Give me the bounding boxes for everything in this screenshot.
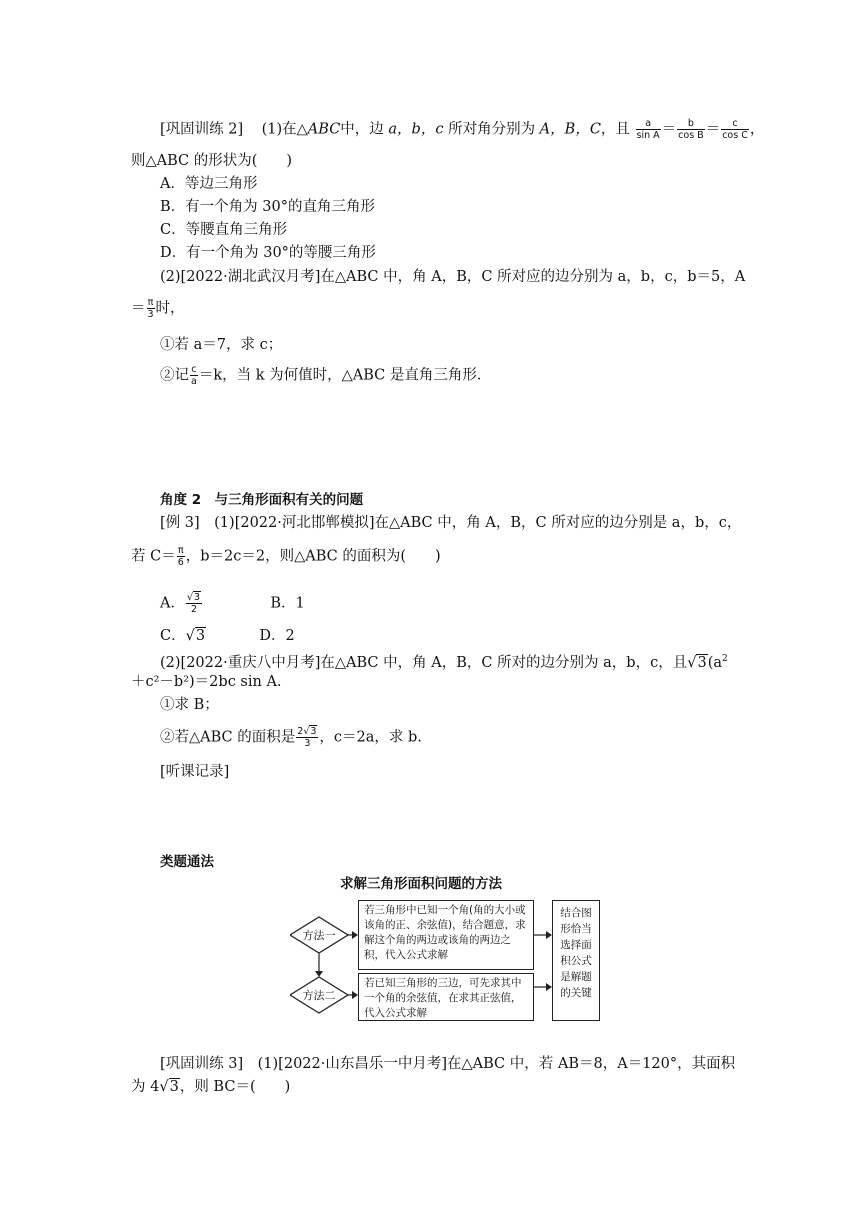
practice2-line1: [巩固训练 2] (1)在△ABC中，边 a，b，c 所对角分别为 A，B，C，且 $\frac{a}{\text{sin A}}$ ＝ $\frac{b}{\text{cos B}}$ ＝ $\frac{c}{\text{cos C}}$ ，: [160, 118, 765, 141]
fraction: [177, 545, 185, 568]
text-run: 为 4: [131, 1079, 160, 1095]
text-run: (a: [707, 654, 723, 671]
method1-box: [358, 900, 534, 970]
text-run: ＝k，当 k 为何值时，△ABC 是直角三角形．: [198, 367, 492, 384]
q2-line2: [131, 297, 185, 320]
ex3-q2-line2: ＋c²－b²)＝2bc sin A.: [131, 674, 282, 690]
numerator: a: [636, 118, 661, 130]
radicand: 3: [169, 1079, 179, 1095]
method2-text: 若已知三角形的三边，可先求其中一个角的余弦值，在求其正弦值，代入公式求解: [364, 977, 522, 1019]
fraction: [190, 364, 198, 387]
numerator: b: [677, 118, 705, 130]
practice2-label: [巩固训练 2]: [160, 121, 244, 138]
result-text: 结合图形恰当选择面积公式是解题的关键: [560, 907, 592, 999]
text-run: D．2: [259, 628, 295, 644]
text-run: 所对角分别为: [448, 121, 536, 138]
ex3-option-cd: C．√3 D．2: [160, 628, 295, 644]
fraction: [721, 118, 749, 141]
ex3-sub1: ①求 B；: [160, 697, 219, 713]
method1-label: 方法一: [302, 929, 336, 942]
text-run: ＝: [131, 300, 146, 317]
diagram-title: 求解三角形面积问题的方法: [340, 876, 502, 892]
lecture-notes-label: [听课记录]: [160, 764, 230, 780]
text-run: A．: [160, 595, 185, 612]
text-run: (2)[2022·重庆八中月考]在△ABC 中，角 A，B，C 所对的边分别为 a，b，c，且: [160, 654, 688, 671]
denominator: sin A: [636, 130, 660, 141]
numerator: π: [147, 297, 154, 308]
denominator: cos C: [722, 130, 748, 141]
numerator: π: [177, 545, 184, 556]
ex3-q2-line1: (2)[2022·重庆八中月考]在△ABC 中，角 A，B，C 所对的边分别为 a，b，c，且$√3(a^2$: [160, 654, 728, 671]
option-c: C．等腰直角三角形: [160, 222, 288, 238]
radicand: 3: [697, 654, 707, 671]
arrowhead: [315, 971, 323, 977]
text-run: a，b，c: [383, 121, 449, 138]
fraction: [147, 297, 155, 320]
text-run: ，且: [600, 121, 630, 138]
fraction: [186, 592, 202, 615]
text-run: C．: [160, 628, 186, 644]
numerator: c: [721, 118, 749, 130]
radicand: 3: [195, 628, 206, 644]
text-run: B．1: [270, 595, 305, 612]
option-d: D．有一个角为 30°的等腰三角形: [160, 245, 376, 261]
ex3-line1: [例 3] (1)[2022·河北邯郸模拟]在△ABC 中，角 A，B，C 所对应的边分别是 a，b，c，: [160, 515, 742, 531]
q2-sub2: [160, 364, 491, 387]
fraction: [636, 118, 661, 141]
option-b: B．有一个角为 30°的直角三角形: [160, 199, 375, 215]
text-run: A，B，C: [535, 121, 601, 138]
text-run: (1)在△: [261, 121, 308, 138]
q2-sub1: ①若 a＝7，求 c；: [160, 337, 283, 353]
denominator: a: [191, 376, 197, 387]
angle2-heading: 角度 2 与三角形面积有关的问题: [160, 492, 364, 508]
denominator: 2: [191, 604, 198, 615]
text-run: 中，边: [340, 121, 384, 138]
denominator: 3: [147, 309, 154, 320]
practice3-line2: 为 4√3，则 BC＝( ): [131, 1079, 291, 1095]
numerator: c: [191, 364, 197, 375]
text-run: 时，: [155, 300, 185, 317]
text-run: ，则 BC＝( ): [179, 1079, 291, 1095]
option-a: A．等边三角形: [160, 176, 258, 192]
practice3-line1: [巩固训练 3] (1)[2022·山东昌乐一中月考]在△ABC 中，若 AB＝8，A＝120°，其面积: [160, 1056, 736, 1072]
denominator: cos B: [678, 130, 704, 141]
ex3-option-ab: [160, 592, 305, 615]
practice2-line2: 则△ABC 的形状为( ): [131, 153, 293, 169]
numerator: √3: [186, 592, 201, 603]
method2-label: 方法二: [302, 989, 336, 1002]
text-run: ，b＝2c＝2，则△ABC 的面积为( ): [185, 548, 441, 565]
fraction: [677, 118, 705, 141]
text-run: ②记: [160, 367, 189, 384]
method1-text: 若三角形中已知一个角(角的大小或该角的正、余弦值)，结合题意，求解这个角的两边或该角的两边之积，代入公式求解: [364, 904, 526, 961]
numerator: 2√3: [297, 726, 317, 737]
denominator: 3: [304, 738, 311, 749]
text-run: ABC: [307, 121, 341, 138]
ex3-sub2: [160, 726, 422, 749]
ex3-line2: [131, 545, 441, 568]
method-flowchart: [290, 895, 600, 1025]
fraction: [296, 726, 318, 749]
text-run: ②若△ABC 的面积是: [160, 729, 296, 746]
text-run: ，c＝2a，求 b.: [319, 729, 422, 746]
q2-line1: (2)[2022·湖北武汉月考]在△ABC 中，角 A，B，C 所对应的边分别为 a，b，c，b＝5，A: [160, 269, 746, 285]
method2-box: [358, 973, 534, 1021]
text-run: 若 C＝: [131, 548, 176, 565]
result-box: [552, 900, 600, 1021]
method-heading: 类题通法: [160, 854, 214, 870]
radicand: 3: [194, 592, 201, 603]
denominator: 6: [177, 557, 184, 568]
